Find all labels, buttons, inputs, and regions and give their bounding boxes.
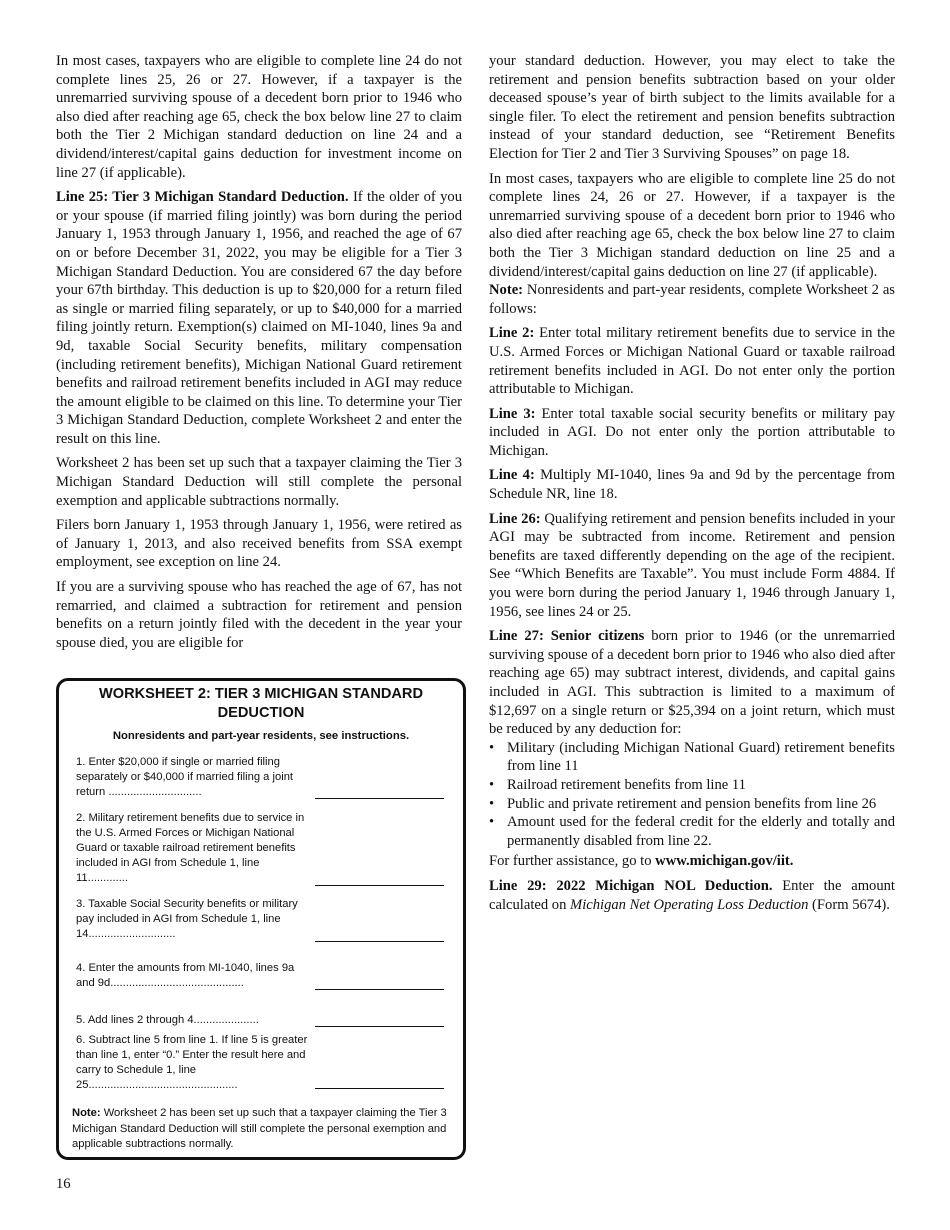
worksheet-answer-line-5[interactable]	[315, 1026, 444, 1027]
worksheet-answer-line-2[interactable]	[315, 885, 444, 886]
worksheet-line-5: 5. Add lines 2 through 4.....................	[76, 1014, 259, 1026]
list-item: • Railroad retirement benefits from line 11	[489, 776, 895, 795]
line4-paragraph: Line 4: Multiply MI-1040, lines 9a and 9d by the percentage from Schedule NR, line 18.	[489, 467, 896, 503]
line25-text: If the older of you or your spouse (if married filing jointly) was born during the period January 1, 1953 through January 1, 1956, and reached the age of 67 on or before December 31, 2022, you may be eligible for a Tier 3 Michigan Standard Deduction. You are considered 67 the day before your 67th birthday. This deduction is up to $20,000 for a return filed as single or married filing separately, or up to $40,000 for a married filing jointly return. Exemption(s) claimed on MI-1040, lines 9a and 9d, taxable Social Security benefits, military compensation (including retirement benefits), Michigan National Guard retirement benefits and railroad retirement benefits included in AGI may reduce the amount eligible to be claimed on this line. To determine your Tier 3 Michigan Standard Deduction, complete Worksheet 2 and enter the result on this line.	[56, 189, 462, 447]
paragraph: If you are a surviving spouse who has reached the age of 67, has not remarried, and claimed a subtraction for retirement and pension benefits on a return jointly filed with the decedent in the year your spouse died, you are eligible for	[56, 579, 462, 651]
paragraph: Filers born January 1, 1953 through January 1, 1956, were retired as of January 1, 2013, and also received benefits from SSA exempt employment, see exception on line 24.	[56, 517, 462, 571]
paragraph: In most cases, taxpayers who are eligible to complete line 24 do not complete lines 25, 26 or 27. However, if a taxpayer is the unremarried surviving spouse of a decedent born prior to 1946 who also died after reaching age 65, check the box below line 27 to claim both the Tier 2 Michigan standard deduction on line 24 and a dividend/interest/capital gains deduction for investment income on line 27 (if applicable).	[56, 53, 462, 181]
line2-label: Line 2:	[489, 325, 535, 342]
list-item: • Public and private retirement and pension benefits from line 26	[489, 795, 895, 814]
deduction-bullet-list	[489, 739, 895, 851]
worksheet-note-text: Worksheet 2 has been set up such that a taxpayer claiming the Tier 3 Michigan Standard Deduction will still complete the personal exemption and applicable subtractions normally.	[72, 1107, 447, 1150]
line27-paragraph: Line 27: Senior citizens born prior to 1946 (or the unremarried surviving spouse of a decedent born prior to 1946 who also died after reaching age 65) may subtract interest, dividends, and capital gains included in AGI. This subtraction is limited to a maximum of $12,697 on a single return or $25,394 on a joint return, which must be reduced by any deduction for:	[489, 628, 895, 738]
note-paragraph: Note: Nonresidents and part-year residents, complete Worksheet 2 as follows:	[489, 282, 895, 317]
worksheet-line-6: 6. Subtract line 5 from line 1. If line 5 is greater than line 1, enter “0.” Enter the result here and carry to Schedule 1, line 25................................................	[76, 1034, 308, 1091]
line29-label: Line 29: 2022 Michigan NOL Deduction.	[489, 877, 773, 894]
page-number: 16	[56, 1176, 71, 1192]
line29-paragraph: Line 29: 2022 Michigan NOL Deduction. Enter the amount calculated on Michigan Net Operating Loss Deduction (Form 5674).	[489, 877, 895, 913]
worksheet-title: WORKSHEET 2: TIER 3 MICHIGAN STANDARD DEDUCTION	[98, 686, 424, 721]
line2-paragraph: Line 2: Enter total military retirement benefits due to service in the U.S. Armed Forces or Michigan National Guard or taxable railroad retirement benefits included in AGI. Do not enter only the portion attributable to Michigan.	[489, 325, 895, 398]
list-item: • Amount used for the federal credit for the elderly and totally and permanently disabled from line 22.	[489, 813, 895, 850]
worksheet-answer-line-1[interactable]	[315, 798, 444, 799]
worksheet-answer-line-6[interactable]	[315, 1088, 444, 1089]
left-column	[56, 52, 462, 658]
line3-label: Line 3:	[489, 405, 536, 422]
assistance-paragraph: For further assistance, go to www.michigan.gov/iit.	[489, 853, 794, 870]
line3-paragraph: Line 3: Enter total taxable social security benefits or military pay included in AGI. Do not enter only the portion attributable to Michigan.	[489, 405, 895, 459]
paragraph: your standard deduction. However, you may elect to take the retirement and pension benefits subtraction based on your older deceased spouse’s year of birth subject to the limits available for a single filer. To elect the retirement and pension benefits subtraction instead of your standard deduction, see “Retirement Benefits Election for Tier 2 and Tier 3 Surviving Spouses” on page 18.	[489, 53, 895, 162]
paragraph: Worksheet 2 has been set up such that a taxpayer claiming the Tier 3 Michigan Standard Deduction will still complete the personal exemption and applicable subtractions normally.	[56, 455, 462, 509]
worksheet-note-label: Note:	[72, 1107, 101, 1119]
worksheet-note	[72, 1106, 452, 1153]
form-title: Michigan Net Operating Loss Deduction	[570, 896, 809, 913]
line25-paragraph	[56, 188, 462, 448]
worksheet-2-box	[56, 678, 466, 1160]
worksheet-line-1: 1. Enter $20,000 if single or married filing separately or $40,000 if married filing a joint return ..............................	[76, 756, 294, 798]
line27-label: Line 27: Senior citizens	[489, 628, 645, 645]
worksheet-line-4: 4. Enter the amounts from MI-1040, lines 9a and 9d...........................................	[76, 962, 295, 989]
worksheet-line-3: 3. Taxable Social Security benefits or military pay included in AGI from Schedule 1, line 14............................	[76, 898, 298, 940]
right-column	[489, 52, 895, 920]
assistance-link[interactable]: www.michigan.gov/iit.	[655, 853, 794, 870]
note-label: Note:	[489, 282, 524, 299]
worksheet-line-2: 2. Military retirement benefits due to service in the U.S. Armed Forces or Michigan National Guard or taxable railroad retirement benefits included in AGI from Schedule 1, line 11.............	[76, 812, 305, 884]
paragraph: In most cases, taxpayers who are eligible to complete line 25 do not complete lines 24, 26 or 27. However, if a taxpayer is the unremarried surviving spouse of a decedent born prior to 1946 who also died after reaching age 65, check the box below line 27 to claim both the Tier 3 Michigan standard deduction on line 25 and a dividend/interest/capital gains deduction on line 27 (if applicable).	[489, 170, 895, 280]
line26-paragraph: Line 26: Qualifying retirement and pension benefits included in your AGI may be subtracted from income. Retirement and pension benefits are taxed differently depending on the age of the recipient. See “Which Benefits are Taxable”. You must include Form 4884. If you were born during the period January 1, 1946 through January 1, 1956, see lines 24 or 25.	[489, 510, 895, 620]
line4-label: Line 4:	[489, 467, 535, 484]
list-item: • Military (including Michigan National Guard) retirement benefits from line 11	[489, 739, 895, 776]
worksheet-subtitle: Nonresidents and part-year residents, see instructions.	[112, 730, 410, 742]
line26-label: Line 26:	[489, 510, 541, 527]
line25-heading: Line 25: Tier 3 Michigan Standard Deduction.	[56, 189, 349, 206]
worksheet-answer-line-4[interactable]	[315, 989, 444, 990]
worksheet-answer-line-3[interactable]	[315, 941, 444, 942]
